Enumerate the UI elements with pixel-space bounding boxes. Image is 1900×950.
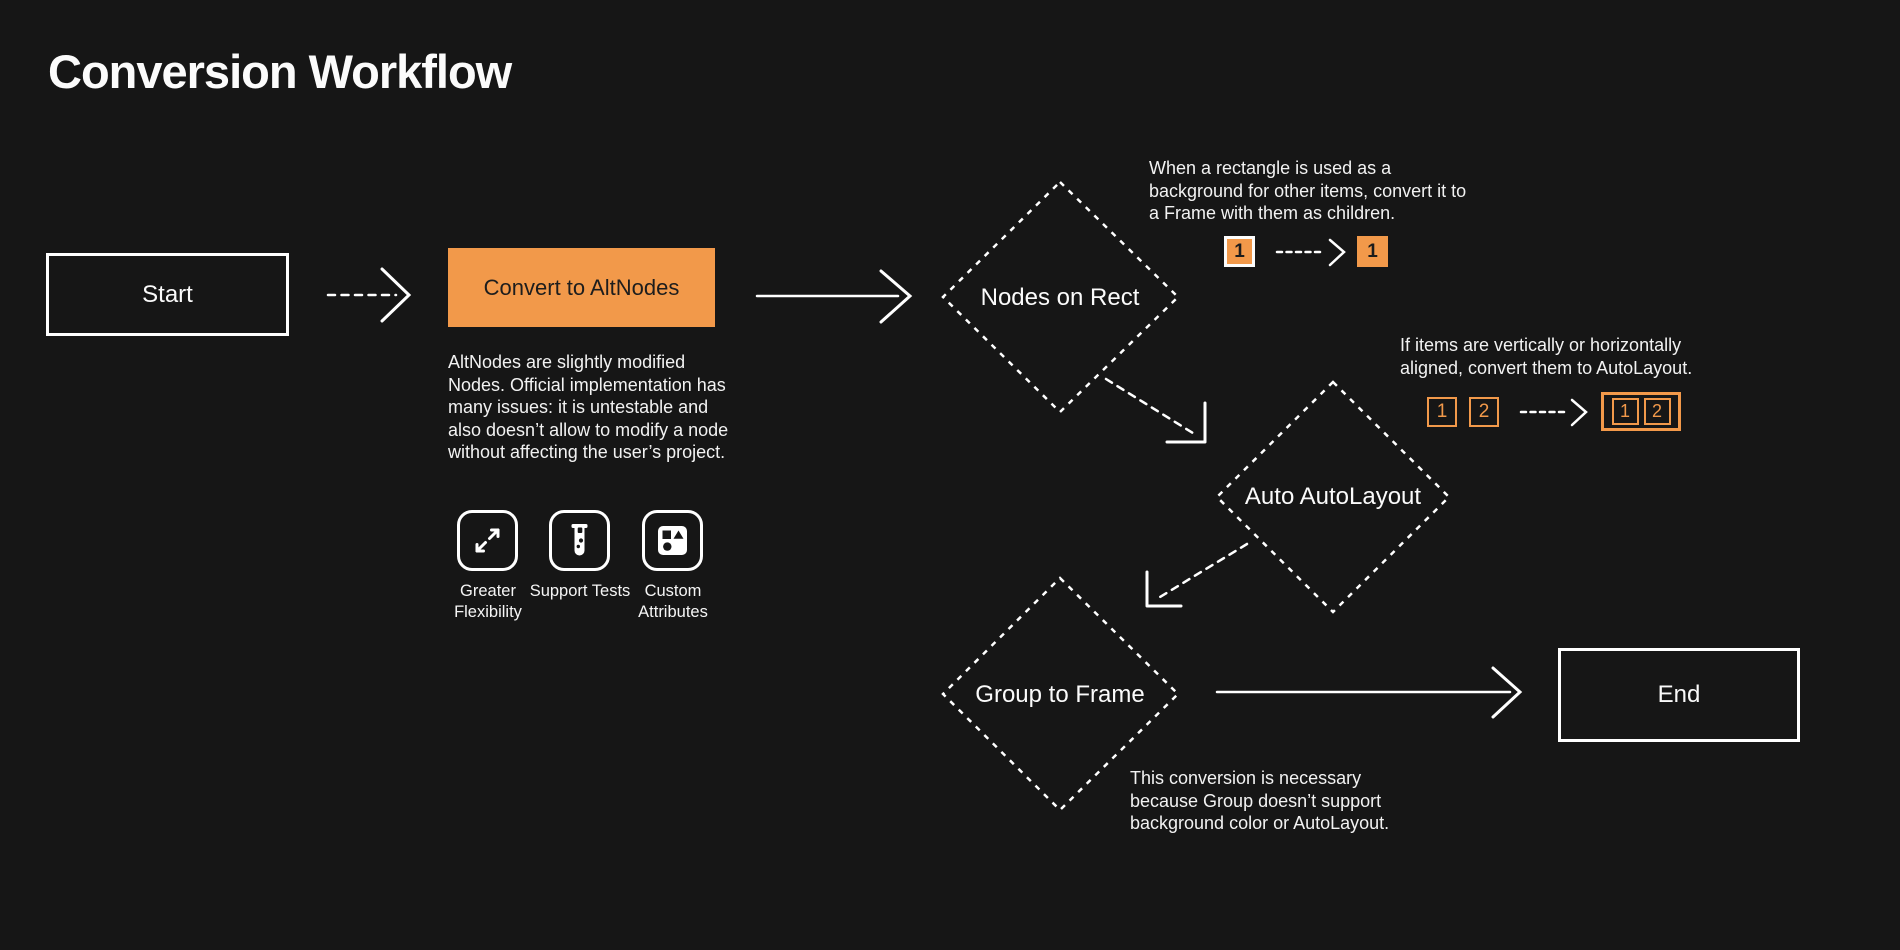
mini-autolayout-frame: [1601, 392, 1681, 431]
mini-rect-chip: 1: [1224, 236, 1255, 267]
feature-label-flexibility: Greater Flexibility: [454, 582, 522, 621]
arrow-mini-to-autolayout: [1521, 400, 1586, 425]
note-group-to-frame: This conversion is necessary because Group doesn’t support background color or AutoLayout.: [1130, 768, 1390, 833]
arrow-group-to-end: [1217, 668, 1520, 717]
mini-autolayout-item-1-chip: 1: [1612, 398, 1639, 425]
decision-group-to-frame-label: Group to Frame: [975, 681, 1145, 708]
feature-card-flexibility: [457, 510, 518, 571]
arrow-mini-rect-to-frame: [1277, 240, 1344, 265]
end-node[interactable]: [1558, 648, 1800, 742]
altnodes-description: AltNodes are slightly modified Nodes. Official implementation has many issues: it is untestable and also doesn’t allow to modify a node without affecting the user’s project.: [448, 352, 729, 462]
note-nodes-on-rect: When a rectangle is used as a background for other items, convert it to a Frame with them as children.: [1149, 158, 1467, 223]
arrow-auto-to-group: [1147, 544, 1247, 606]
note-auto-autolayout: If items are vertically or horizontally aligned, convert them to AutoLayout.: [1400, 335, 1693, 378]
feature-card-attributes: [642, 510, 703, 571]
expand-arrows-icon: [460, 513, 515, 568]
mini-frame-chip: 1: [1357, 236, 1388, 267]
shapes-icon: [645, 513, 700, 568]
start-node[interactable]: [46, 253, 289, 336]
page-title: Conversion Workflow: [48, 45, 512, 98]
end-node-label: End: [1657, 681, 1701, 708]
feature-label-attributes: Custom Attributes: [638, 582, 708, 621]
decision-auto-autolayout-label: Auto AutoLayout: [1244, 483, 1422, 510]
test-tube-icon: [552, 513, 607, 568]
arrow-nodes-to-auto: [1106, 379, 1205, 442]
mini-item-1-chip: 1: [1427, 397, 1457, 427]
start-node-label: Start: [142, 280, 193, 308]
convert-node-label: Convert to AltNodes: [483, 274, 680, 300]
mini-item-2-chip: 2: [1469, 397, 1499, 427]
feature-label-tests: Support Tests: [529, 582, 631, 600]
arrow-start-to-convert: [328, 269, 409, 321]
feature-card-tests: [549, 510, 610, 571]
convert-to-altnodes-node[interactable]: [448, 248, 715, 327]
mini-autolayout-item-2-chip: 2: [1644, 398, 1671, 425]
arrow-convert-to-nodes: [757, 271, 910, 322]
decision-nodes-on-rect-label: Nodes on Rect: [980, 284, 1140, 311]
